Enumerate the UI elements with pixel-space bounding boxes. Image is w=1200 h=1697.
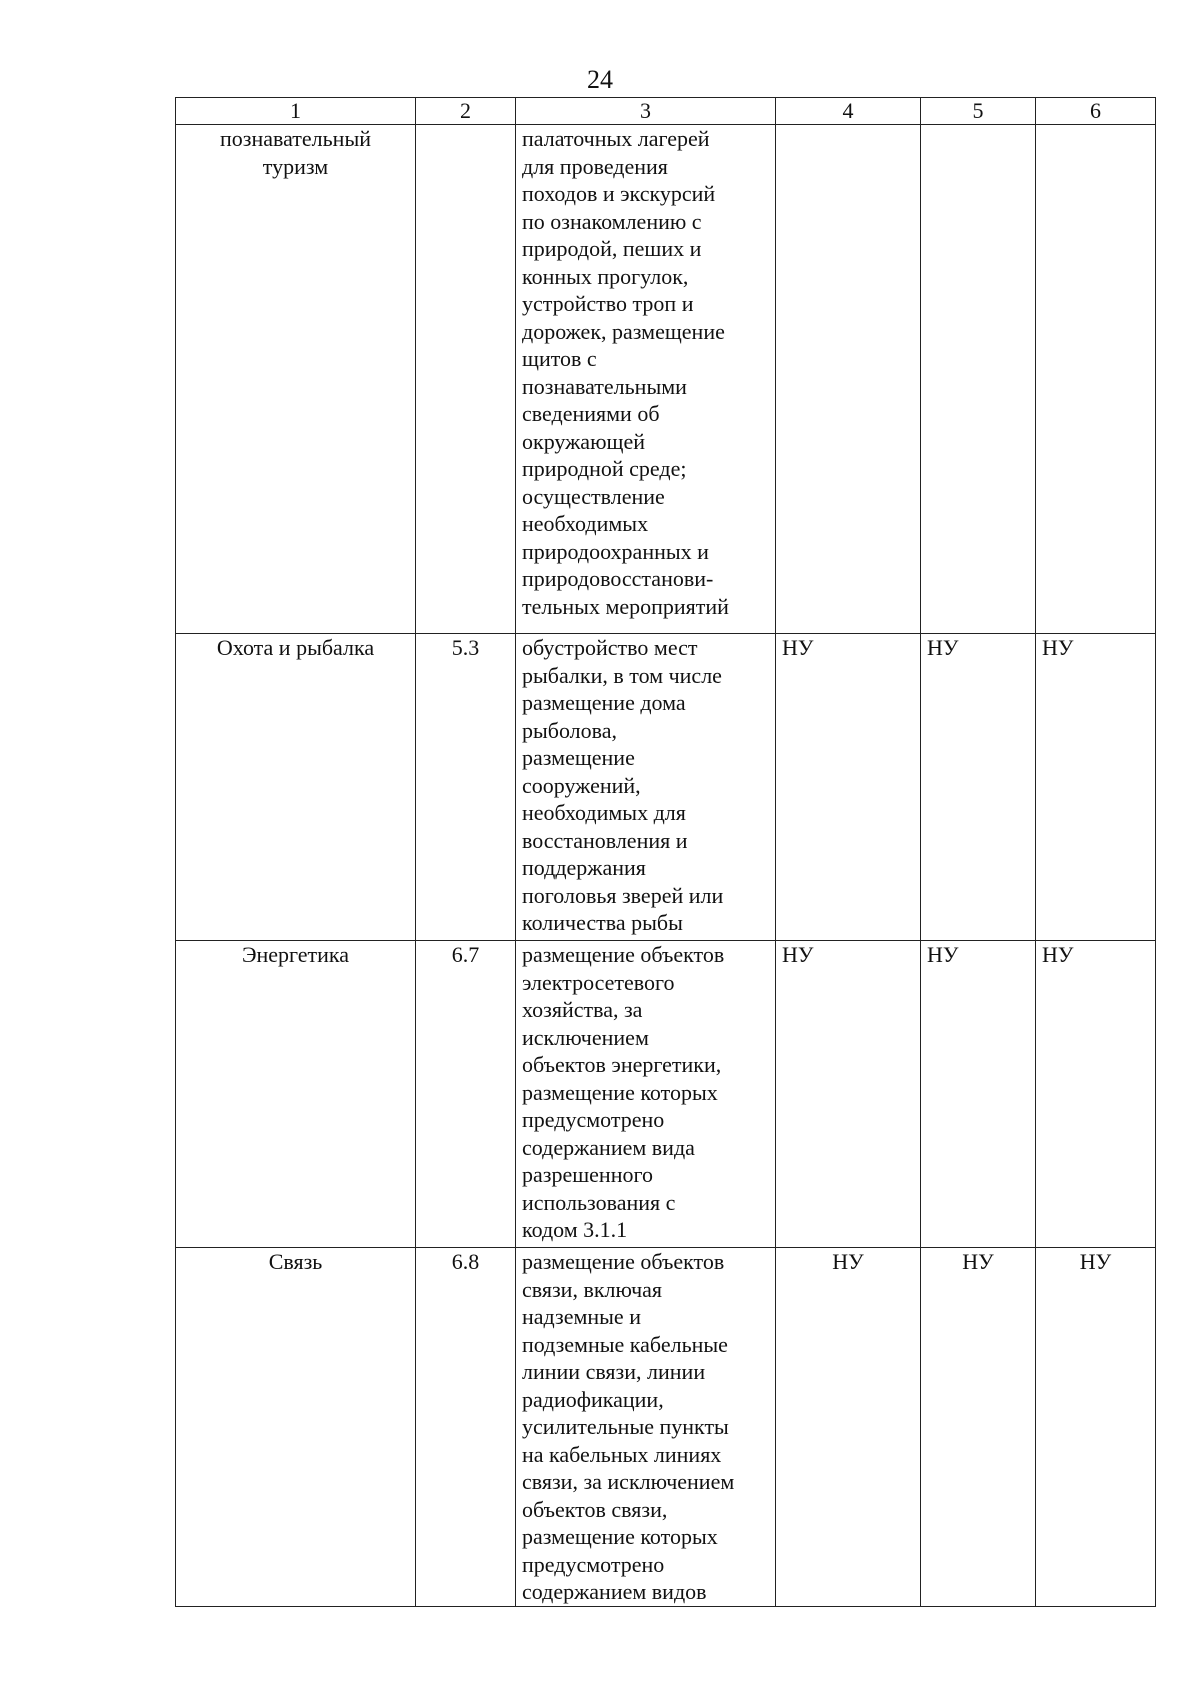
description-line: сведениями об (522, 401, 660, 426)
description-line: познавательными (522, 373, 687, 399)
column-6-cell: НУ (1036, 634, 1156, 941)
column-5-cell: НУ (921, 634, 1036, 941)
description-line: размещение которых (522, 1524, 718, 1549)
column-5-cell (921, 125, 1036, 634)
description-line: природной среде; (522, 456, 687, 481)
description-line: конных прогулок, (522, 263, 689, 289)
use-type-line: туризм (262, 153, 329, 179)
header-cell-4: 4 (776, 98, 921, 125)
column-6-cell (1036, 125, 1156, 634)
description-line: осуществление (522, 483, 665, 509)
description-line: исключением (522, 1024, 649, 1050)
description-line: размещение объектов (522, 1249, 725, 1274)
description-line: дорожек, размещение (522, 318, 725, 344)
header-cell-2: 2 (416, 98, 516, 125)
use-type-line: познавательный (219, 126, 371, 151)
land-use-table (175, 97, 1156, 1607)
description-line: радиофикации, (522, 1386, 664, 1412)
column-4-cell: НУ (776, 941, 921, 1248)
column-4-cell (776, 125, 921, 634)
description-line: необходимых для (522, 800, 686, 825)
description-cell (516, 634, 776, 941)
page-number: 24 (587, 65, 613, 94)
description-line: устройство троп и (522, 291, 694, 316)
description-line: усилительные пункты (522, 1414, 729, 1439)
description-cell (516, 941, 776, 1248)
description-line: щитов с (522, 346, 597, 371)
column-6-cell: НУ (1036, 941, 1156, 1248)
use-type-line: Энергетика (241, 942, 350, 967)
description-line: размещение (522, 745, 635, 770)
description-line: объектов связи, (522, 1496, 668, 1522)
description-line: размещение которых (522, 1079, 718, 1105)
code-cell: 6.8 (416, 1248, 516, 1607)
description-line: разрешенного (522, 1162, 653, 1187)
use-type-cell (176, 941, 416, 1248)
description-line: содержанием видов (522, 1579, 707, 1604)
table-header-row (176, 98, 1156, 125)
description-line: использования с (522, 1189, 676, 1215)
use-type-cell (176, 1248, 416, 1607)
description-line: связи, включая (522, 1276, 663, 1302)
table-row (176, 125, 1156, 634)
table-row (176, 1248, 1156, 1607)
description-line: природовосстанови- (522, 566, 714, 591)
column-5-cell: НУ (921, 941, 1036, 1248)
use-type-line: Охота и рыбалка (216, 635, 375, 660)
header-cell-3: 3 (516, 98, 776, 125)
description-line: электросетевого (522, 969, 675, 995)
description-line: сооружений, (522, 772, 641, 798)
table-row (176, 634, 1156, 941)
description-line: поддержания (522, 855, 646, 880)
description-line: восстановления и (522, 827, 688, 853)
description-line: линии связи, линии (522, 1359, 706, 1384)
description-line: палаточных лагерей (522, 126, 710, 151)
description-line: размещение объектов (522, 942, 725, 967)
description-cell (516, 1248, 776, 1607)
code-cell: 6.7 (416, 941, 516, 1248)
use-type-cell (176, 125, 416, 634)
description-cell (516, 125, 776, 634)
description-line: предусмотрено (522, 1551, 665, 1577)
description-line: природоохранных и (522, 538, 709, 564)
description-line: окружающей (522, 428, 645, 454)
description-line: хозяйства, за (522, 997, 643, 1022)
description-line: размещение дома (522, 690, 686, 715)
description-line: поголовья зверей или (522, 882, 724, 908)
description-line: надземные и (522, 1304, 641, 1329)
column-5-cell: НУ (921, 1248, 1036, 1607)
description-line: рыболова, (522, 717, 618, 743)
header-cell-5: 5 (921, 98, 1036, 125)
description-line: количества рыбы (522, 910, 683, 935)
header-cell-1: 1 (176, 98, 416, 125)
description-line: обустройство мест (522, 635, 698, 660)
description-line: рыбалки, в том числе (522, 662, 722, 688)
table-row (176, 941, 1156, 1248)
description-line: на кабельных линиях (522, 1441, 722, 1467)
description-line: объектов энергетики, (522, 1052, 722, 1077)
code-cell (416, 125, 516, 634)
column-6-cell: НУ (1036, 1248, 1156, 1607)
column-4-cell: НУ (776, 634, 921, 941)
description-line: тельных мероприятий (522, 593, 729, 619)
description-line: по ознакомлению с (522, 208, 702, 234)
use-type-cell (176, 634, 416, 941)
description-line: походов и экскурсий (522, 181, 716, 206)
description-line: природой, пеших и (522, 236, 702, 261)
description-line: для проведения (522, 153, 668, 179)
description-line: предусмотрено (522, 1107, 665, 1132)
description-line: подземные кабельные (522, 1331, 728, 1357)
description-line: необходимых (522, 511, 649, 536)
header-cell-6: 6 (1036, 98, 1156, 125)
column-4-cell: НУ (776, 1248, 921, 1607)
description-line: связи, за исключением (522, 1469, 735, 1494)
code-cell: 5.3 (416, 634, 516, 941)
description-line: содержанием вида (522, 1134, 695, 1160)
use-type-line: Связь (268, 1249, 323, 1274)
description-line: кодом 3.1.1 (522, 1217, 628, 1242)
